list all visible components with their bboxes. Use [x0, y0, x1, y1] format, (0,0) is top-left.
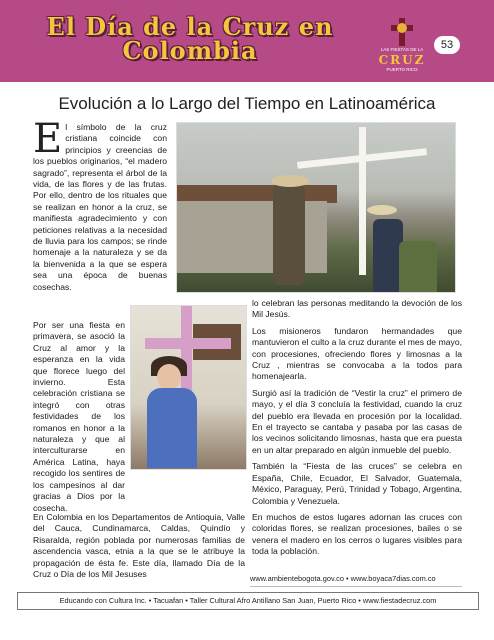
page-header	[0, 0, 494, 82]
photo-credits: www.ambientebogota.gov.co • www.boyaca7dias.com.co	[250, 574, 436, 583]
procession-cross-photo	[176, 122, 456, 293]
title-line-1: El Día de la Cruz en	[46, 12, 334, 41]
paragraph-misioneros: Los misioneros fundaron hermandades que mantuvieron el culto a la cruz durante el mes de mayo, con procesiones, ofreciendo flores y limosnas a la Cruz , mientras se convocaba a la todos para homenajearla.	[252, 325, 462, 382]
cross-icon	[391, 18, 413, 46]
logo-bottom-text: PUERTO RICO	[386, 67, 418, 72]
logo-main-text: CRUZ	[378, 53, 426, 67]
article-column-1-narrow	[33, 320, 125, 519]
paragraph-primavera: Por ser una fiesta en primavera, se asoció la Cruz al amor y la esperanza en la vida que florece luego del invierno. Esta celebración cristiana se integró con otras festividades de los romanos en honor a la naturaleza y que al interculturarse en América Latina, haya recogido los sentires de los campesinos al dar gracias a Dios por la cosecha.	[33, 320, 125, 513]
fiestas-de-la-cruz-logo	[371, 18, 433, 74]
page-number: 53	[434, 36, 460, 54]
title-line-2: Colombia	[122, 36, 258, 65]
article-column-2	[252, 298, 462, 563]
divider	[250, 586, 462, 587]
drop-cap: E	[33, 116, 63, 162]
paragraph-fiesta-de-las-cruces: También la “Fiesta de las cruces” se celebra en España, Chile, Ecuador, El Salvador, Guatemala, México, Paraguay, Perú, Trinidad y Tobago, Argentina, Colombia y Venezuela.	[252, 461, 462, 506]
article-column-1-top	[33, 116, 167, 298]
paragraph-intro-text: l símbolo de la cruz cristiana coincide con principios y creencias de los pueblos originarios, “el madero sagrado”, representa el árbol de la vida, de las flores y de las frutas. Por ello, dentro de los rituales que se realizan en honor a la cruz, se manifiesta agradecimiento y con peticiones relativas a la necesidad de lluvia para los campos; se rinde homenaje a la naturaleza y se da la bienvenida a la que se espera sea una época de buenas cosechas.	[33, 122, 167, 292]
article-subtitle: Evolución a lo Largo del Tiempo en Latinoamérica	[58, 94, 436, 113]
logo-top-text: LAS FIESTAS DE LA	[380, 47, 424, 52]
article-column-1-bottom	[33, 512, 245, 585]
page-footer: Educando con Cultura Inc. • Tacuafan • Taller Cultural Afro Antillano San Juan, Puerto Rico • www.fiestadecruz.com	[17, 592, 479, 610]
paragraph-vestir-la-cruz: Surgió así la tradición de “Vestir la cruz” el primero de mayo, y el día 3 concluía la festividad, cuando la cruz del pueblo era llevada en procesión por la localidad. En el trayecto se cantaba y pasaba por las casas de los vecinos solicitando limosnas, hasta que era puesta en un altar preparado en algún inmueble del pueblo.	[252, 387, 462, 455]
paragraph-adornos: En muchos de estos lugares adornan las cruces con coloridas flores, se realizan procesiones, bailes o se venera el madero en los cerros o lugares visibles para toda la población.	[252, 511, 462, 557]
paragraph-mil-jesus: lo celebran las personas meditando la devoción de los Mil Jesús.	[252, 298, 462, 320]
paragraph-intro	[33, 116, 167, 293]
paragraph-colombia: En Colombia en los Departamentos de Antioquia, Valle del Cauca, Cundinamarca, Caldas, Quindío y Risaralda, región poblada por numerosas familias de ascendencia vasca, etnia a la que se le atribuye la propagación de ésta fe. Este día, llamado Día de la Cruz o Día de los Mil Jesuses	[33, 512, 245, 580]
girl-with-flower-cross-photo	[130, 305, 247, 470]
page-title	[0, 12, 380, 65]
